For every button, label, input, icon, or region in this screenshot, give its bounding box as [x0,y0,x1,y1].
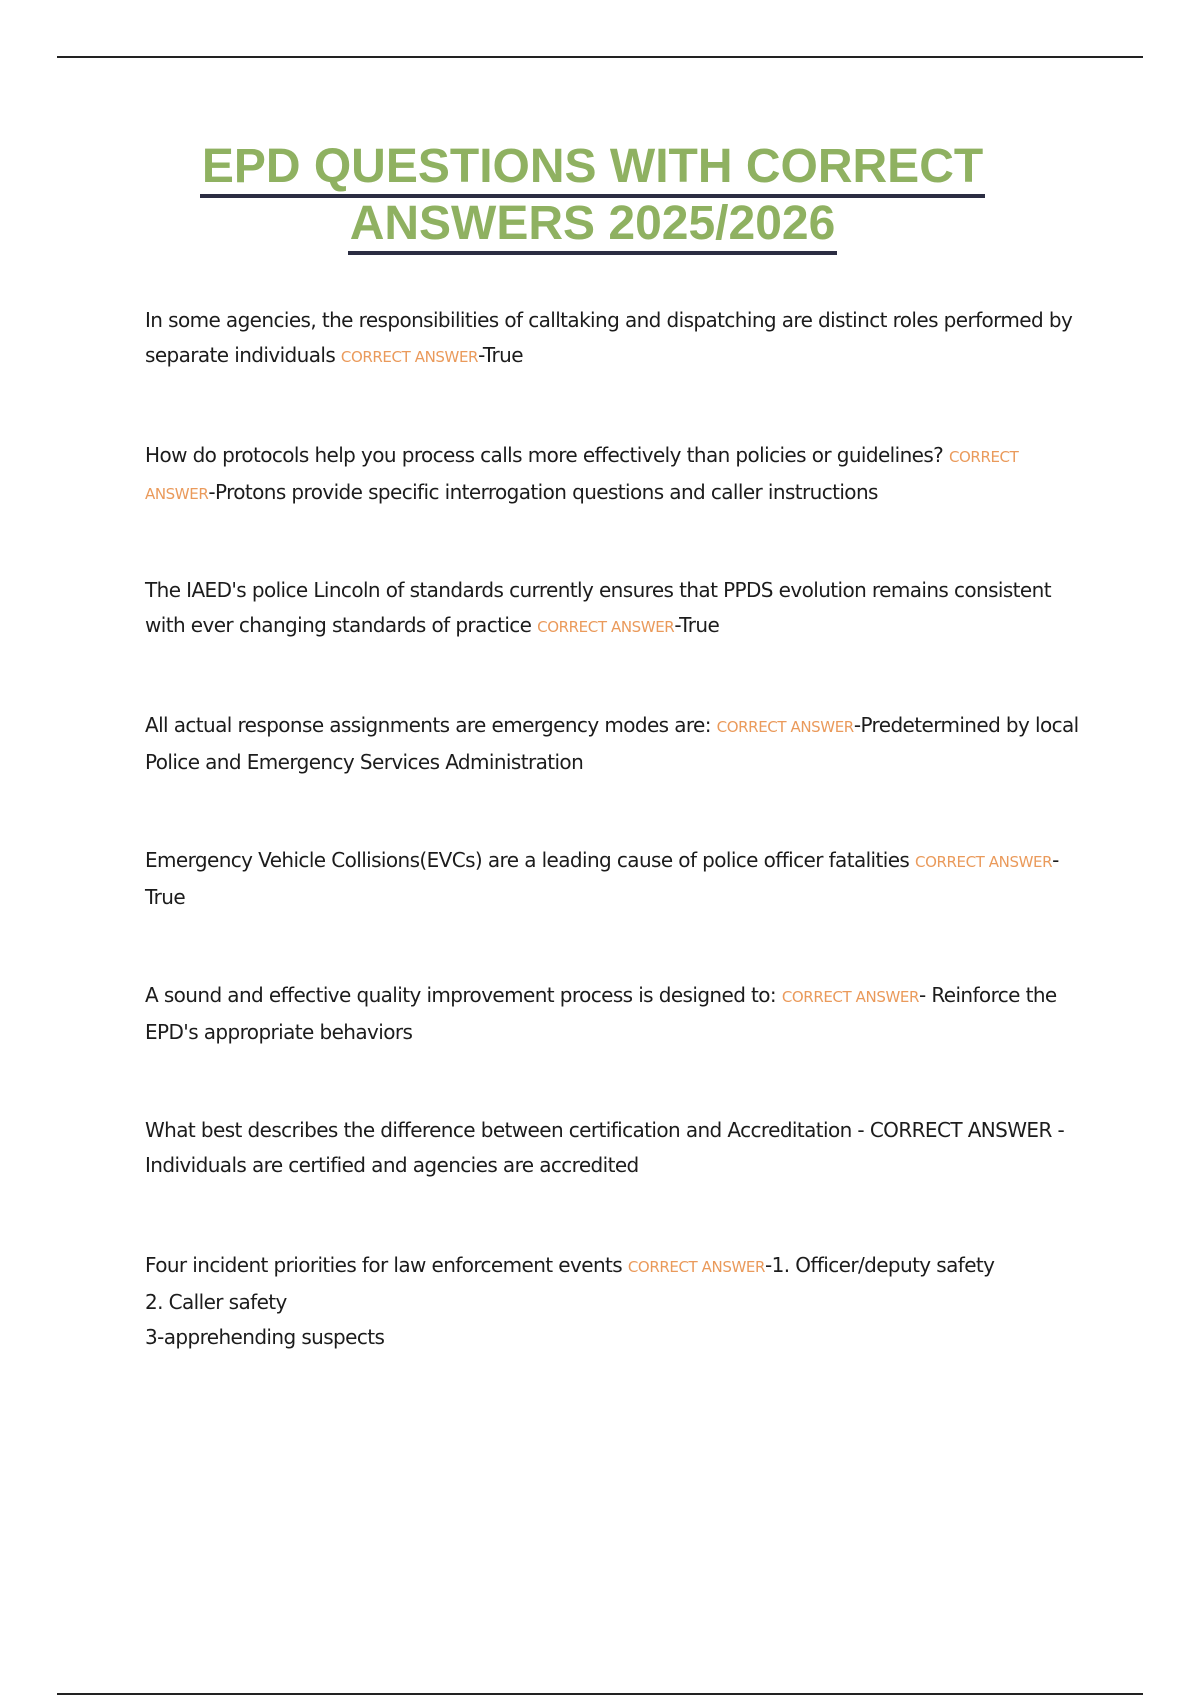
answer-text: -True [674,613,720,637]
answer-text: - Reinforce the EPD's appropriate behaviors [145,983,1057,1044]
answer-text: -True [145,848,1059,909]
answer-text: -Protons provide specific interrogation questions and caller instructions [208,480,878,504]
answer-text: -Predetermined by local Police and Emergency Services Administration [145,713,1079,774]
correct-answer-tag: CORRECT ANSWER [145,448,1019,503]
qa-item-2 [145,438,1080,573]
correct-answer-label: CORRECT ANSWER [869,1118,1052,1142]
title-line-1: EPD QUESTIONS WITH CORRECT [200,140,985,198]
question-text: In some agencies, the responsibilities of calltaking and dispatching are distinct roles performed by separate individuals [145,308,1073,367]
correct-answer-tag: CORRECT ANSWER [716,718,854,736]
answer-text: -Individuals are certified and agencies are accredited [145,1118,1065,1177]
bottom-rule [57,1693,1143,1695]
qa-item-8 [145,1248,1080,1355]
qa-item-3 [145,573,1080,708]
answer-continuation-line: 2. Caller safety [145,1290,287,1314]
answer-text: -True [478,343,523,367]
qa-item-4 [145,708,1080,843]
page-title [0,140,1185,254]
qa-item-6 [145,978,1080,1113]
correct-answer-tag: CORRECT ANSWER [781,988,919,1006]
question-text: Four incident priorities for law enforcement events [145,1253,628,1277]
question-text: A sound and effective quality improvement process is designed to: [145,983,782,1007]
correct-answer-tag: CORRECT ANSWER [915,853,1053,871]
title-line-2: ANSWERS 2025/2026 [348,197,838,255]
question-text: The IAED's police Lincoln of standards currently ensures that PPDS evolution remains consistent with ever changing standards of practice [145,578,1051,637]
qa-list [145,303,1080,1355]
qa-item-1 [145,303,1080,438]
qa-item-5 [145,843,1080,978]
question-text: What best describes the difference between certification and Accreditation - [145,1118,870,1142]
question-text: All actual response assignments are emergency modes are: [145,713,717,737]
answer-text: -1. Officer/deputy safety [765,1253,995,1277]
question-text: Emergency Vehicle Collisions(EVCs) are a leading cause of police officer fatalities [145,848,915,872]
correct-answer-tag: CORRECT ANSWER [627,1258,765,1276]
correct-answer-tag: CORRECT ANSWER [340,348,479,366]
question-text: How do protocols help you process calls more effectively than policies or guidelines? [145,443,949,467]
qa-item-7 [145,1113,1080,1248]
correct-answer-tag: CORRECT ANSWER [537,618,675,636]
answer-continuation-line: 3-apprehending suspects [145,1325,385,1349]
top-rule [57,56,1143,58]
